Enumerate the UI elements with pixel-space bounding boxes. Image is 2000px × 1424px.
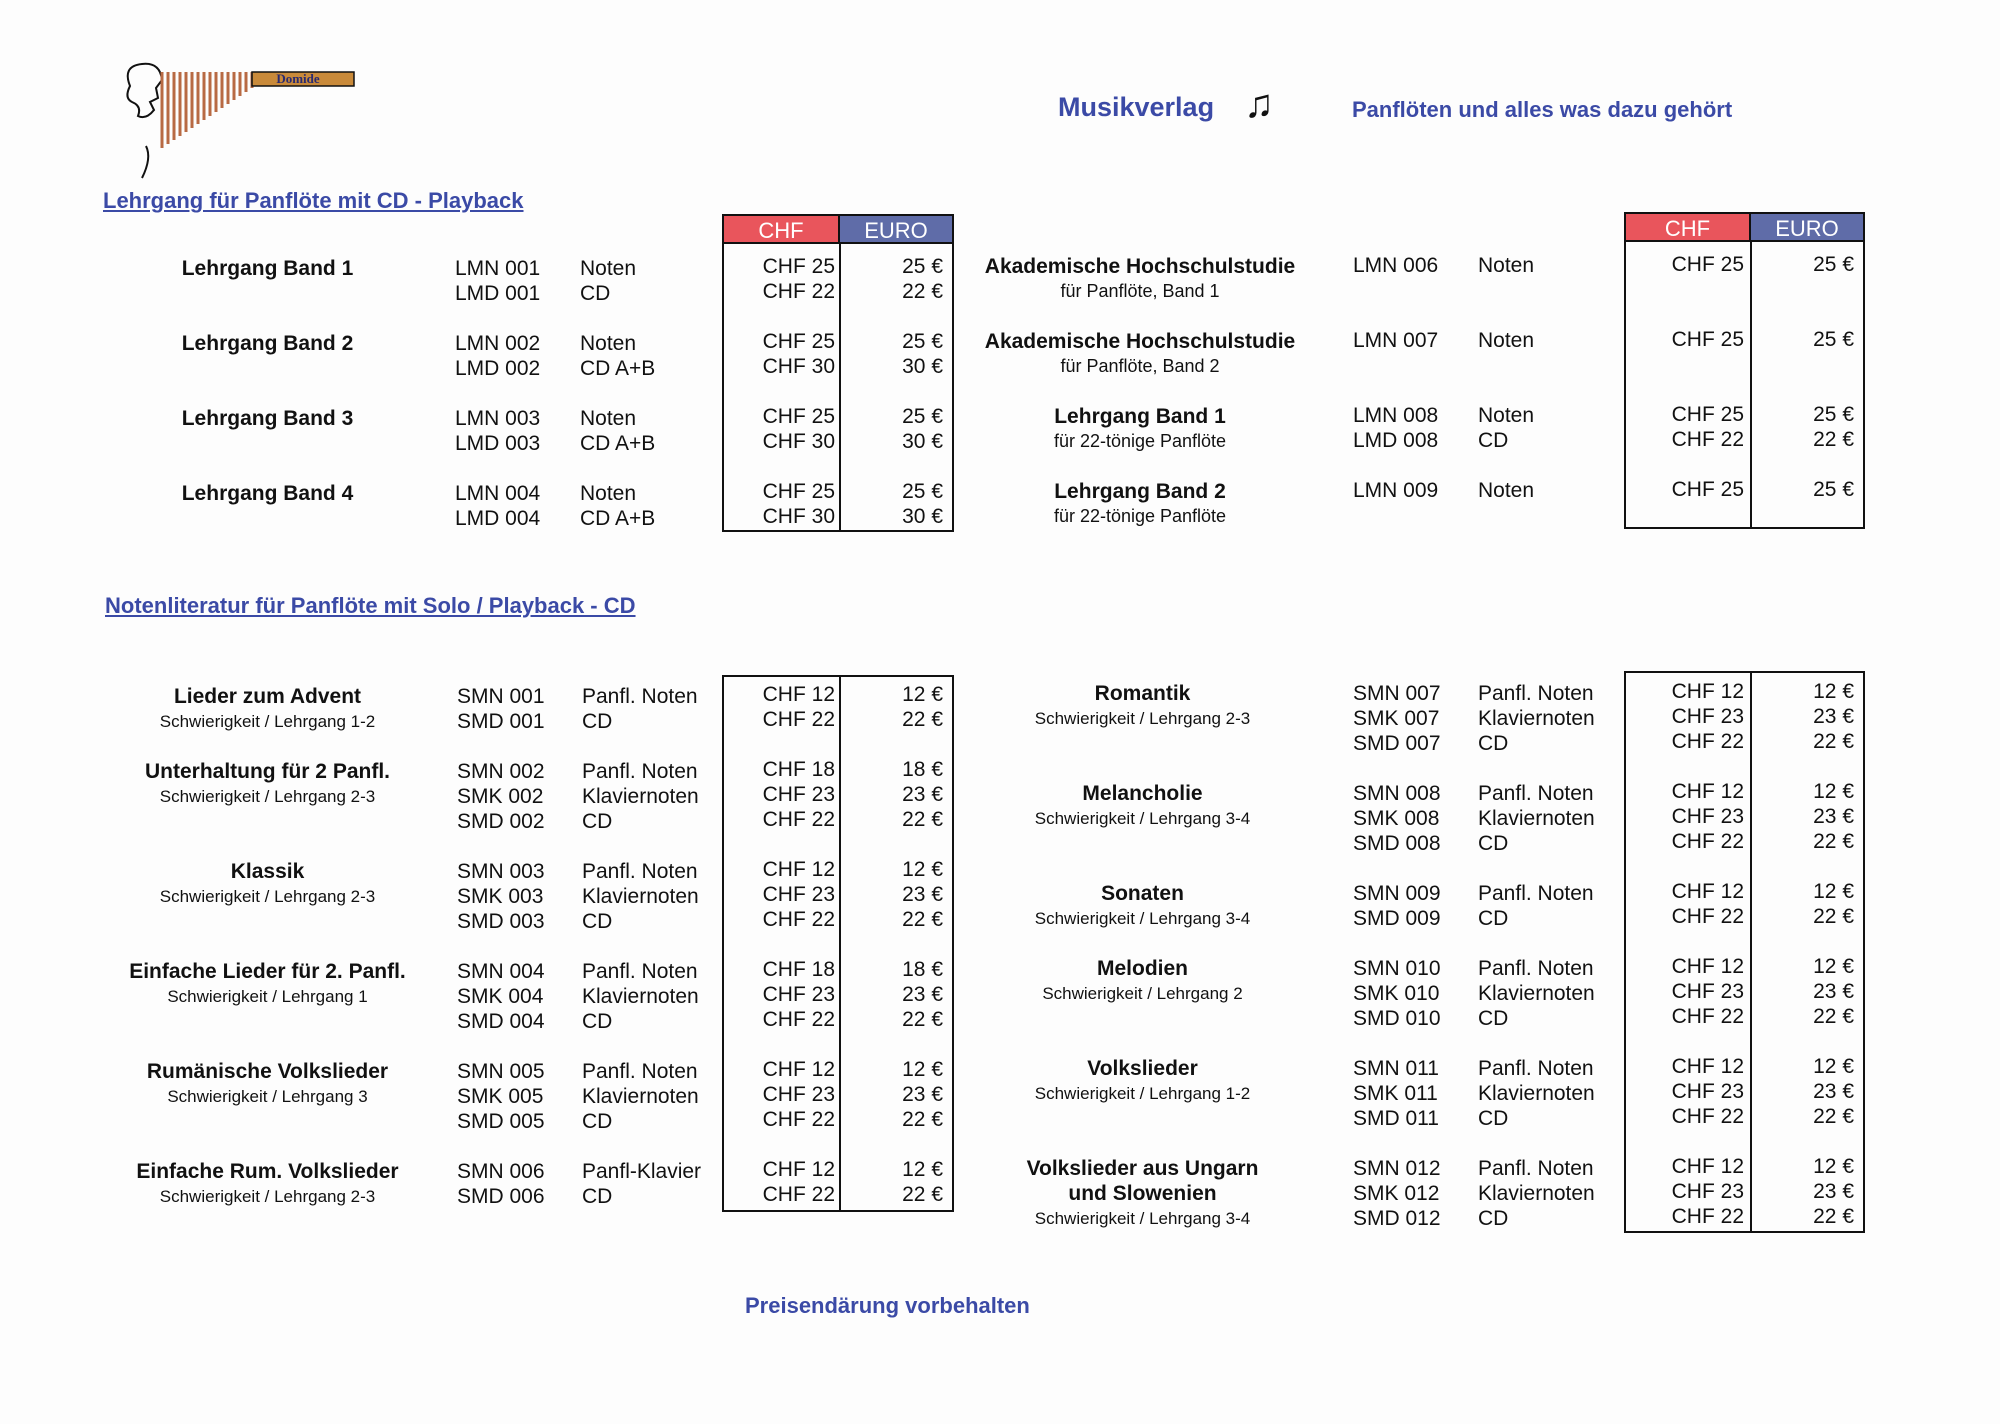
product-type: CD xyxy=(1478,832,1509,855)
price-chf: CHF 12 xyxy=(762,858,835,881)
product-title: Lehrgang Band 2 xyxy=(181,332,354,355)
price-eur: 25 € xyxy=(1813,253,1854,276)
price-chf: CHF 23 xyxy=(1671,1080,1744,1103)
product-subtitle: Schwierigkeit / Lehrgang 3-4 xyxy=(1034,1209,1251,1228)
price-eur: 25 € xyxy=(1813,478,1854,501)
product-subtitle: Schwierigkeit / Lehrgang 2-3 xyxy=(159,887,376,906)
product-code: SMN 010 xyxy=(1353,957,1441,980)
price-chf: CHF 25 xyxy=(1671,253,1744,276)
product-subtitle: Schwierigkeit / Lehrgang 2 xyxy=(1042,984,1243,1003)
product-title-text: Klassik xyxy=(230,860,305,883)
product-title xyxy=(985,781,1300,831)
price-eur: 12 € xyxy=(902,1158,943,1181)
product-title xyxy=(105,684,430,734)
product-code: SMK 010 xyxy=(1353,982,1440,1005)
price-chf: CHF 12 xyxy=(762,1158,835,1181)
price-eur: 22 € xyxy=(1813,428,1854,451)
product-code: SMK 011 xyxy=(1353,1082,1438,1105)
price-chf: CHF 12 xyxy=(1671,780,1744,803)
product-code: SMD 008 xyxy=(1353,832,1441,855)
product-code: SMD 002 xyxy=(457,810,545,833)
product-subtitle: Schwierigkeit / Lehrgang 3-4 xyxy=(1034,809,1251,828)
product-type: CD xyxy=(1478,1107,1509,1130)
price-eur: 12 € xyxy=(1813,1155,1854,1178)
logo-text: Domide xyxy=(276,71,320,86)
product-type: CD xyxy=(580,282,611,305)
price-eur: 23 € xyxy=(1813,705,1854,728)
price-chf: CHF 12 xyxy=(1671,1055,1744,1078)
product-code: SMD 006 xyxy=(457,1185,545,1208)
product-type: Panfl. Noten xyxy=(582,860,698,883)
product-code: SMN 002 xyxy=(457,760,545,783)
price-box xyxy=(1624,671,1865,1233)
product-title xyxy=(105,959,430,1009)
price-eur: 25 € xyxy=(1813,328,1854,351)
product-type: CD A+B xyxy=(580,432,656,455)
product-code: LMD 003 xyxy=(455,432,541,455)
price-chf: CHF 12 xyxy=(762,1058,835,1081)
product-title xyxy=(985,681,1300,731)
price-eur: 22 € xyxy=(902,1008,943,1031)
product-title xyxy=(960,329,1320,379)
product-code: SMN 008 xyxy=(1353,782,1441,805)
product-type: CD xyxy=(582,1185,613,1208)
product-title xyxy=(985,956,1300,1006)
product-title-text: Lehrgang Band 1 xyxy=(1054,405,1226,428)
price-eur: 23 € xyxy=(1813,1080,1854,1103)
product-code: LMN 004 xyxy=(455,482,541,505)
product-subtitle: für Panflöte, Band 1 xyxy=(1060,281,1220,301)
product-type: CD xyxy=(1478,429,1509,452)
price-chf: CHF 22 xyxy=(762,280,835,303)
product-title xyxy=(105,1059,430,1109)
product-code: SMD 005 xyxy=(457,1110,545,1133)
product-subtitle: Schwierigkeit / Lehrgang 1-2 xyxy=(1034,1084,1251,1103)
price-chf: CHF 12 xyxy=(1671,680,1744,703)
product-type: Klaviernoten xyxy=(1478,1182,1595,1205)
price-chf: CHF 25 xyxy=(1671,328,1744,351)
price-chf: CHF 23 xyxy=(1671,1180,1744,1203)
price-change-note: Preisendärung vorbehalten xyxy=(745,1293,1030,1318)
product-code: LMD 001 xyxy=(455,282,541,305)
product-code: SMN 006 xyxy=(457,1160,545,1183)
product-title-text: Sonaten xyxy=(1101,882,1184,905)
price-chf: CHF 23 xyxy=(762,1083,835,1106)
product-code: SMN 004 xyxy=(457,960,545,983)
price-chf: CHF 22 xyxy=(762,1108,835,1131)
price-chf: CHF 22 xyxy=(1671,1005,1744,1028)
product-type: Klaviernoten xyxy=(582,985,699,1008)
product-code: LMD 004 xyxy=(455,507,541,530)
product-type: Panfl. Noten xyxy=(582,1060,698,1083)
product-code: SMK 002 xyxy=(457,785,544,808)
product-title xyxy=(985,1056,1300,1106)
product-type: Noten xyxy=(580,257,637,280)
product-type: Klaviernoten xyxy=(582,785,699,808)
product-type: CD xyxy=(1478,1207,1509,1230)
price-eur: 30 € xyxy=(902,505,943,528)
price-eur: 12 € xyxy=(902,1058,943,1081)
product-code: LMN 003 xyxy=(455,407,541,430)
product-title xyxy=(960,404,1320,454)
product-type: Panfl. Noten xyxy=(1478,1157,1594,1180)
price-chf: CHF 18 xyxy=(762,958,835,981)
price-chf: CHF 30 xyxy=(762,430,835,453)
price-chf: CHF 12 xyxy=(762,683,835,706)
price-eur: 30 € xyxy=(902,430,943,453)
price-eur: 25 € xyxy=(902,405,943,428)
price-eur: 22 € xyxy=(902,708,943,731)
product-subtitle: Schwierigkeit / Lehrgang 1-2 xyxy=(159,712,376,731)
price-eur: 23 € xyxy=(1813,1180,1854,1203)
product-code: LMN 009 xyxy=(1353,479,1439,502)
product-code: SMK 008 xyxy=(1353,807,1440,830)
price-chf: CHF 22 xyxy=(1671,830,1744,853)
product-type: Panfl. Noten xyxy=(1478,957,1594,980)
price-eur: 22 € xyxy=(902,1183,943,1206)
product-code: SMD 009 xyxy=(1353,907,1441,930)
chf-header: CHF xyxy=(1624,212,1751,242)
section-title-notenliteratur: Notenliteratur für Panflöte mit Solo / Playback - CD xyxy=(105,593,636,618)
product-subtitle: für 22-tönige Panflöte xyxy=(1053,506,1227,526)
product-subtitle: Schwierigkeit / Lehrgang 2-3 xyxy=(1034,709,1251,728)
price-chf: CHF 12 xyxy=(1671,880,1744,903)
product-title-text: Melancholie xyxy=(1082,782,1203,805)
product-code: SMN 005 xyxy=(457,1060,545,1083)
price-eur: 22 € xyxy=(902,280,943,303)
price-eur: 22 € xyxy=(1813,1105,1854,1128)
product-title-text: Rumänische Volkslieder xyxy=(146,1060,389,1083)
price-chf: CHF 22 xyxy=(762,908,835,931)
product-code: SMN 009 xyxy=(1353,882,1441,905)
price-eur: 25 € xyxy=(902,255,943,278)
product-type: Panfl-Klavier xyxy=(582,1160,702,1183)
price-chf: CHF 23 xyxy=(762,883,835,906)
price-eur: 22 € xyxy=(1813,905,1854,928)
product-title-text: Akademische Hochschulstudie xyxy=(984,330,1296,353)
price-chf: CHF 30 xyxy=(762,355,835,378)
product-code: LMN 007 xyxy=(1353,329,1439,352)
music-note-icon: ♫ xyxy=(1244,82,1274,126)
product-title-text: Einfache Rum. Volkslieder xyxy=(136,1160,399,1183)
price-eur: 30 € xyxy=(902,355,943,378)
product-title-text: Einfache Lieder für 2. Panfl. xyxy=(129,960,406,983)
product-code: SMD 004 xyxy=(457,1010,545,1033)
product-title xyxy=(960,479,1320,529)
price-eur: 12 € xyxy=(1813,1055,1854,1078)
price-chf: CHF 23 xyxy=(1671,805,1744,828)
product-subtitle: für Panflöte, Band 2 xyxy=(1060,356,1220,376)
price-eur: 12 € xyxy=(902,683,943,706)
price-eur: 22 € xyxy=(902,1108,943,1131)
product-type: CD xyxy=(582,810,613,833)
chf-header: CHF xyxy=(722,214,840,244)
euro-header: EURO xyxy=(838,214,954,244)
product-type: Klaviernoten xyxy=(582,885,699,908)
product-code: SMD 003 xyxy=(457,910,545,933)
price-chf: CHF 25 xyxy=(762,405,835,428)
price-eur: 22 € xyxy=(1813,730,1854,753)
price-eur: 12 € xyxy=(1813,680,1854,703)
product-type: Klaviernoten xyxy=(1478,982,1595,1005)
price-chf: CHF 18 xyxy=(762,758,835,781)
product-subtitle: Schwierigkeit / Lehrgang 2-3 xyxy=(159,787,376,806)
product-subtitle: Schwierigkeit / Lehrgang 2-3 xyxy=(159,1187,376,1206)
price-chf: CHF 23 xyxy=(1671,980,1744,1003)
product-type: Panfl. Noten xyxy=(582,960,698,983)
product-title-line2: und Slowenien xyxy=(1068,1182,1217,1205)
product-title-text: Romantik xyxy=(1094,682,1191,705)
price-chf: CHF 22 xyxy=(762,808,835,831)
product-type: Noten xyxy=(580,332,637,355)
product-code: SMK 005 xyxy=(457,1085,544,1108)
product-type: Noten xyxy=(1478,254,1535,277)
price-eur: 22 € xyxy=(1813,1205,1854,1228)
product-code: LMD 002 xyxy=(455,357,541,380)
product-code: SMD 011 xyxy=(1353,1107,1439,1130)
product-type: Panfl. Noten xyxy=(582,760,698,783)
product-title-text: Lehrgang Band 2 xyxy=(1054,480,1226,503)
product-title xyxy=(105,1159,430,1209)
product-code: SMN 001 xyxy=(457,685,545,708)
product-code: SMK 007 xyxy=(1353,707,1440,730)
price-chf: CHF 22 xyxy=(1671,1205,1744,1228)
price-chf: CHF 25 xyxy=(762,330,835,353)
product-code: LMN 001 xyxy=(455,257,541,280)
product-title: Lehrgang Band 3 xyxy=(181,407,354,430)
product-code: SMD 010 xyxy=(1353,1007,1441,1030)
domide-logo xyxy=(102,58,362,182)
product-type: Panfl. Noten xyxy=(1478,682,1594,705)
product-title-text: Volkslieder aus Ungarn xyxy=(1026,1157,1259,1180)
product-code: LMN 008 xyxy=(1353,404,1439,427)
price-eur: 25 € xyxy=(902,480,943,503)
price-chf: CHF 25 xyxy=(762,255,835,278)
product-subtitle: Schwierigkeit / Lehrgang 1 xyxy=(167,987,368,1006)
price-chf: CHF 12 xyxy=(1671,1155,1744,1178)
price-eur: 25 € xyxy=(902,330,943,353)
product-subtitle: für 22-tönige Panflöte xyxy=(1053,431,1227,451)
product-type: Panfl. Noten xyxy=(582,685,698,708)
section-title-lehrgang: Lehrgang für Panflöte mit CD - Playback xyxy=(103,188,524,213)
price-eur: 22 € xyxy=(1813,830,1854,853)
product-type: Noten xyxy=(1478,404,1535,427)
product-title-text: Lieder zum Advent xyxy=(173,685,362,708)
price-eur: 23 € xyxy=(902,883,943,906)
price-chf: CHF 25 xyxy=(762,480,835,503)
product-code: LMN 002 xyxy=(455,332,541,355)
publisher-title: Musikverlag xyxy=(1058,92,1215,122)
product-type: Klaviernoten xyxy=(582,1085,699,1108)
price-eur: 22 € xyxy=(1813,1005,1854,1028)
product-code: SMD 001 xyxy=(457,710,545,733)
product-type: Klaviernoten xyxy=(1478,1082,1595,1105)
product-type: Noten xyxy=(1478,479,1535,502)
price-eur: 12 € xyxy=(1813,880,1854,903)
euro-header: EURO xyxy=(1749,212,1865,242)
product-type: CD xyxy=(1478,907,1509,930)
price-chf: CHF 22 xyxy=(762,1183,835,1206)
product-type: CD A+B xyxy=(580,507,656,530)
product-title-text: Volkslieder xyxy=(1087,1057,1198,1080)
product-code: SMN 012 xyxy=(1353,1157,1441,1180)
price-eur: 23 € xyxy=(902,1083,943,1106)
product-type: Panfl. Noten xyxy=(1478,882,1594,905)
price-eur: 23 € xyxy=(902,983,943,1006)
product-code: SMD 012 xyxy=(1353,1207,1441,1230)
product-type: CD xyxy=(1478,1007,1509,1030)
product-title: Lehrgang Band 1 xyxy=(181,257,354,280)
product-type: Noten xyxy=(1478,329,1535,352)
product-type: CD xyxy=(582,710,613,733)
price-eur: 18 € xyxy=(902,958,943,981)
tagline: Panflöten und alles was dazu gehört xyxy=(1352,97,1733,122)
product-code: SMD 007 xyxy=(1353,732,1441,755)
price-eur: 18 € xyxy=(902,758,943,781)
product-subtitle: Schwierigkeit / Lehrgang 3 xyxy=(167,1087,368,1106)
price-eur: 22 € xyxy=(902,908,943,931)
product-type: Panfl. Noten xyxy=(1478,1057,1594,1080)
price-chf: CHF 25 xyxy=(1671,403,1744,426)
product-type: Klaviernoten xyxy=(1478,707,1595,730)
product-code: SMN 011 xyxy=(1353,1057,1439,1080)
price-chf: CHF 22 xyxy=(762,708,835,731)
price-eur: 23 € xyxy=(1813,980,1854,1003)
product-code: SMK 012 xyxy=(1353,1182,1440,1205)
price-chf: CHF 22 xyxy=(762,1008,835,1031)
price-chf: CHF 22 xyxy=(1671,905,1744,928)
price-eur: 23 € xyxy=(1813,805,1854,828)
product-title-text: Unterhaltung für 2 Panfl. xyxy=(144,760,390,783)
price-chf: CHF 23 xyxy=(1671,705,1744,728)
product-title xyxy=(985,1156,1300,1231)
product-title xyxy=(105,859,430,909)
product-code: SMK 003 xyxy=(457,885,544,908)
product-title-text: Melodien xyxy=(1096,957,1188,980)
product-title xyxy=(960,254,1320,304)
product-subtitle: Schwierigkeit / Lehrgang 3-4 xyxy=(1034,909,1251,928)
product-title xyxy=(985,881,1300,931)
price-eur: 12 € xyxy=(902,858,943,881)
price-chf: CHF 22 xyxy=(1671,730,1744,753)
product-code: SMK 004 xyxy=(457,985,544,1008)
price-eur: 12 € xyxy=(1813,955,1854,978)
price-eur: 25 € xyxy=(1813,403,1854,426)
price-eur: 22 € xyxy=(902,808,943,831)
panflute-icon xyxy=(127,64,354,178)
product-type: Panfl. Noten xyxy=(1478,782,1594,805)
product-code: LMD 008 xyxy=(1353,429,1439,452)
product-title xyxy=(105,759,430,809)
product-title: Lehrgang Band 4 xyxy=(181,482,354,505)
product-type: CD xyxy=(582,1010,613,1033)
product-code: LMN 006 xyxy=(1353,254,1439,277)
price-chf: CHF 23 xyxy=(762,983,835,1006)
price-eur: 23 € xyxy=(902,783,943,806)
product-title-text: Akademische Hochschulstudie xyxy=(984,255,1296,278)
price-eur: 12 € xyxy=(1813,780,1854,803)
product-type: Klaviernoten xyxy=(1478,807,1595,830)
product-type: CD xyxy=(582,1110,613,1133)
price-chf: CHF 22 xyxy=(1671,428,1744,451)
product-code: SMN 007 xyxy=(1353,682,1441,705)
product-type: Noten xyxy=(580,407,637,430)
product-code: SMN 003 xyxy=(457,860,545,883)
price-chf: CHF 12 xyxy=(1671,955,1744,978)
product-type: CD xyxy=(582,910,613,933)
price-chf: CHF 22 xyxy=(1671,1105,1744,1128)
price-chf: CHF 25 xyxy=(1671,478,1744,501)
price-chf: CHF 23 xyxy=(762,783,835,806)
product-type: CD A+B xyxy=(580,357,656,380)
price-chf: CHF 30 xyxy=(762,505,835,528)
product-type: CD xyxy=(1478,732,1509,755)
product-type: Noten xyxy=(580,482,637,505)
